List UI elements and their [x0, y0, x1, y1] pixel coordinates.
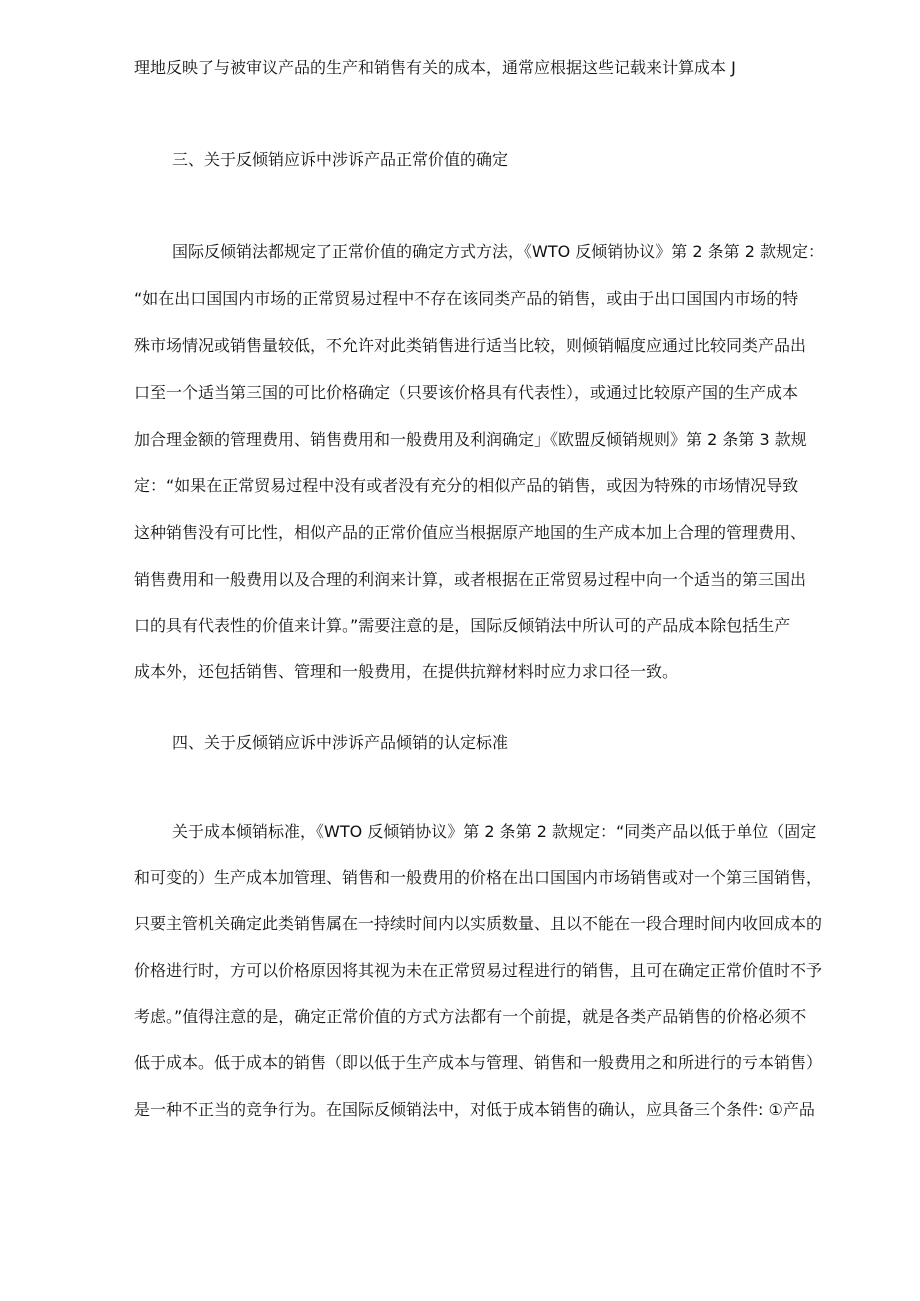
- section-3-paragraph-line: 殊市场情况或销售量较低，不允许对此类销售进行适当比较，则倾销幅度应通过比较同类产品出: [134, 336, 807, 355]
- section-4-heading: 四、关于反倾销应诉中涉诉产品倾销的认定标准: [172, 733, 509, 752]
- section-4-paragraph-line: 是一种不正当的竞争行为。在国际反倾销法中，对低于成本销售的确认，应具备三个条件: ①产品: [134, 1100, 815, 1119]
- section-3-paragraph-line: 加合理金额的管理费用、销售费用和一般费用及利润确定」《欧盟反倾销规则》第 2 条第 3 款规: [134, 430, 807, 449]
- section-3-paragraph-line: 口至一个适当第三国的可比价格确定（只要该价格具有代表性），或通过比较原产国的生产成本: [134, 383, 799, 402]
- section-3-paragraph-line: 国际反倾销法都规定了正常价值的确定方式方法，《WTO 反倾销协议》第 2 条第 2 款规定：: [172, 242, 824, 261]
- section-4-paragraph-line: 关于成本倾销标准，《WTO 反倾销协议》第 2 条第 2 款规定：“同类产品以低于单位（固定: [172, 822, 817, 841]
- intro-line: 理地反映了与被审议产品的生产和销售有关的成本，通常应根据这些记载来计算成本 J: [134, 58, 736, 77]
- section-3-paragraph-line: 口的具有代表性的价值来计算。”需要注意的是，国际反倾销法中所认可的产品成本除包括生产: [134, 616, 791, 635]
- section-3-paragraph-line: “如在出口国国内市场的正常贸易过程中不存在该同类产品的销售，或由于出口国国内市场的特: [134, 289, 799, 308]
- section-4-paragraph-line: 低于成本。低于成本的销售（即以低于生产成本与管理、销售和一般费用之和所进行的亏本销售）: [134, 1053, 823, 1072]
- section-4-paragraph-line: 价格进行时，方可以价格原因将其视为未在正常贸易过程进行的销售，且可在确定正常价值时不予: [134, 961, 823, 980]
- section-4-paragraph-line: 考虑。”值得注意的是，确定正常价值的方式方法都有一个前提，就是各类产品销售的价格必须不: [134, 1007, 807, 1026]
- section-3-paragraph-line: 销售费用和一般费用以及合理的利润来计算，或者根据在正常贸易过程中向一个适当的第三国出: [134, 570, 807, 589]
- section-3-paragraph-line: 成本外，还包括销售、管理和一般费用，在提供抗辩材料时应力求口径一致。: [134, 662, 679, 681]
- section-3-paragraph-line: 这种销售没有可比性，相似产品的正常价值应当根据原产地国的生产成本加上合理的管理费用、: [134, 523, 807, 542]
- section-3-paragraph-line: 定：“如果在正常贸易过程中没有或者没有充分的相似产品的销售，或因为特殊的市场情况导致: [134, 476, 799, 495]
- section-4-paragraph-line: 只要主管机关确定此类销售属在一持续时间内以实质数量、且以不能在一段合理时间内收回成本的: [134, 914, 823, 933]
- section-4-paragraph-line: 和可变的）生产成本加管理、销售和一般费用的价格在出口国国内市场销售或对一个第三国销售，: [134, 868, 823, 887]
- section-3-heading: 三、关于反倾销应诉中涉诉产品正常价值的确定: [172, 150, 509, 169]
